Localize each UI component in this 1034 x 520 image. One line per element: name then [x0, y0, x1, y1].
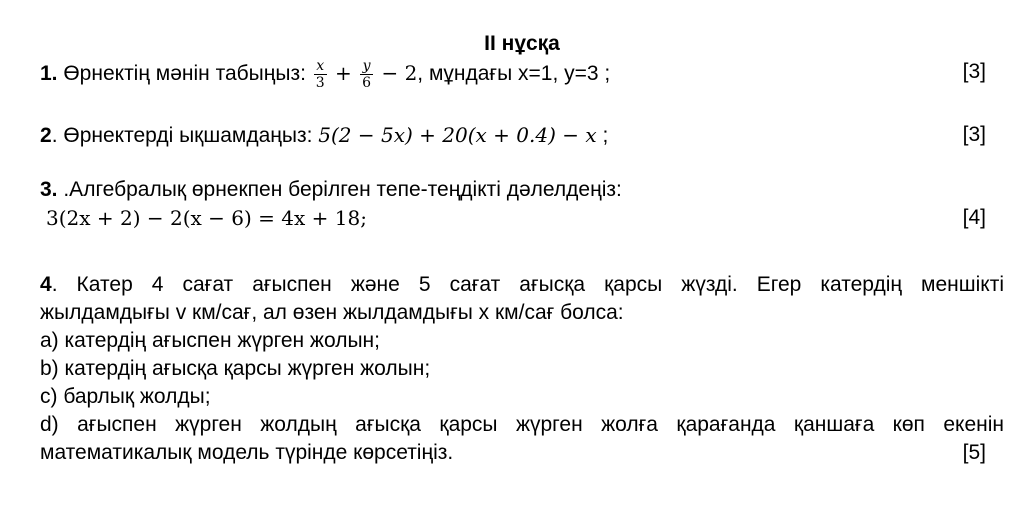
question-3-expression: 3(2x + 2) − 2(x − 6) = 4x + 18;: [46, 206, 367, 230]
question-4-line-1: [40, 271, 1004, 299]
question-4-item-a: a) катердің ағыспен жүрген жолын;: [40, 329, 380, 352]
question-4-item-d-line-2: [40, 439, 1004, 467]
question-1: [40, 58, 1004, 91]
question-4-number: 4: [40, 273, 52, 296]
question-2-points: [3]: [962, 123, 986, 146]
minus-two: − 2: [375, 61, 418, 86]
question-4-line-2: жылдамдығы v км/сағ, ал өзен жылдамдығы x км/сағ болса:: [40, 301, 624, 324]
question-4-text-line-1: . Катер 4 сағат ағыспен және 5 сағат ағысқа қарсы жүзді. Егер катердің меншікті: [51, 273, 1004, 296]
question-4-item-d-line-1: d) ағыспен жүрген жолдың ағысқа қарсы жүрген жолға қарағанда қаншаға көп екенін: [40, 413, 1004, 436]
question-4-item-b: b) катердің ағысқа қарсы жүрген жолын;: [40, 357, 431, 380]
fraction-1-numerator: x: [314, 58, 327, 75]
fraction-1-denominator: 3: [315, 75, 325, 91]
question-1-number: 1.: [40, 62, 58, 86]
question-1-tail: , мұндағы x=1, y=3 ;: [417, 62, 611, 86]
question-2: [40, 121, 1004, 150]
question-4-item-c: c) барлық жолды;: [40, 385, 211, 408]
fraction-2-denominator: 6: [362, 75, 372, 91]
fraction-2-numerator: y: [360, 58, 373, 75]
worksheet: [40, 30, 1004, 467]
fraction-y-over-6: [360, 58, 373, 91]
question-2-expression: 5(2 − 5x) + 20(x + 0.4) − x: [318, 123, 597, 147]
question-3-number: 3.: [40, 178, 58, 201]
question-2-number: 2: [40, 124, 52, 147]
plus-sign: +: [328, 61, 359, 86]
variant-title: II нұсқа: [484, 32, 560, 55]
question-1-text: Өрнектің мәнін табыңыз:: [57, 62, 312, 86]
question-3-text: .Алгебралық өрнекпен берілген тепе-теңдікті дәлелдеңіз:: [57, 178, 622, 201]
question-3: [40, 176, 1004, 204]
fraction-x-over-3: [314, 58, 327, 91]
question-3-expression-line: [40, 204, 1004, 233]
question-2-text: . Өрнектерді ықшамдаңыз:: [51, 124, 319, 147]
question-4-points: [5]: [962, 441, 986, 464]
question-1-points: [3]: [962, 60, 986, 83]
question-3-points: [4]: [962, 206, 986, 229]
question-2-tail: ;: [596, 124, 609, 147]
question-4-item-d-text-2: математикалық модель түрінде көрсетіңіз.: [40, 441, 454, 464]
